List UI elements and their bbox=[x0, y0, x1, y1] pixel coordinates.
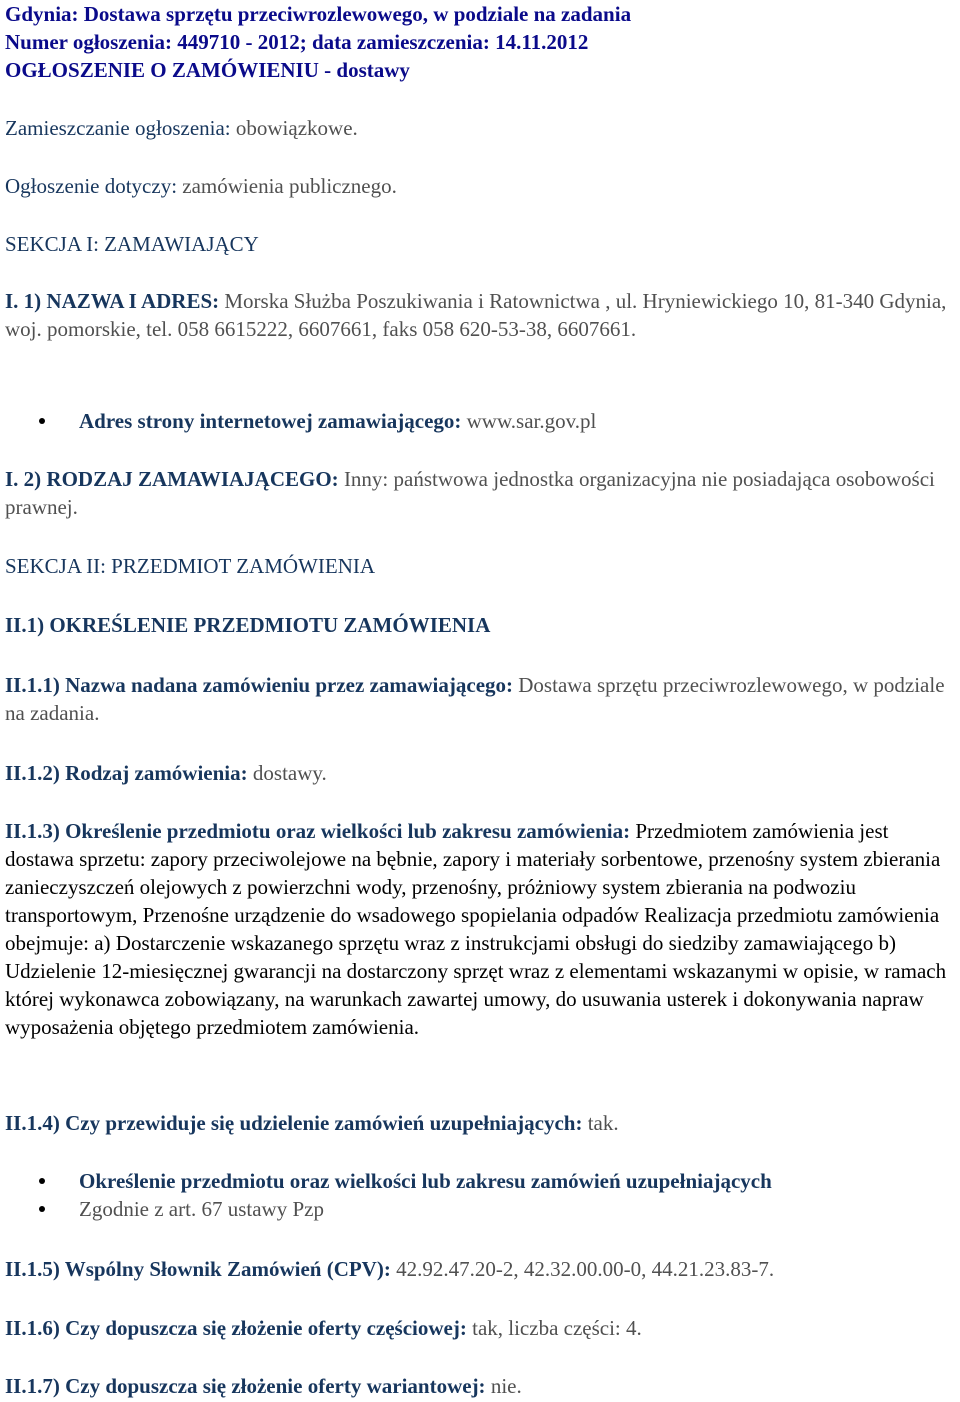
supplementary-orders bbox=[5, 1109, 955, 1137]
bullet-icon bbox=[39, 1206, 45, 1212]
placement-value: obowiązkowe. bbox=[230, 116, 358, 140]
placement-label: Zamieszczanie ogłoszenia: bbox=[5, 116, 231, 140]
notice-title-line: Gdynia: Dostawa sprzętu przeciwrozlewowego, w podziale na zadania bbox=[5, 2, 632, 26]
bullet-icon bbox=[39, 1178, 45, 1184]
website-label: Adres strony internetowej zamawiającego: bbox=[79, 409, 462, 433]
name-address-label: I. 1) NAZWA I ADRES: bbox=[5, 289, 220, 313]
order-scope-value: Przedmiotem zamówienia jest dostawa sprzetu: zapory przeciwolejowe na bębnie, zapory i materiały sorbentowe, przenośny system zbierania zanieczyszczeń olejowych z powierzchni wody, przenośny, próżniowy system zbierania na podwoziu transportowym, Przenośne urządzenie do wsadowego spopielania odpadów Realizacja przedmiotu zamówienia obejmuje: a) Dostarczenie wskazanego sprzętu wraz z instrukcjami obsługi do siedziby zamawiającego b) Udzielenie 12-miesięcznej gwarancji na dostarczony sprzęt wraz z elementami wskazanymi w opisie, w ramach której wykonawca zobowiązany, na warunkach zawartej umowy, do usuwania usterek i dokonywania napraw wyposażenia objętego przedmiotem zamówienia. bbox=[5, 819, 947, 1039]
cpv-label: II.1.5) Wspólny Słownik Zamówień (CPV): bbox=[5, 1257, 391, 1281]
variant-offer-value: nie. bbox=[485, 1374, 522, 1398]
order-scope-label: II.1.3) Określenie przedmiotu oraz wielkości lub zakresu zamówienia: bbox=[5, 819, 631, 843]
website-value: www.sar.gov.pl bbox=[461, 409, 597, 433]
notice-type-line: OGŁOSZENIE O ZAMÓWIENIU - dostawy bbox=[5, 58, 410, 82]
concerns-label: Ogłoszenie dotyczy: bbox=[5, 174, 178, 198]
bullet-icon bbox=[39, 418, 45, 424]
placement-field bbox=[5, 114, 955, 142]
partial-offer bbox=[5, 1314, 955, 1342]
order-name bbox=[5, 671, 955, 727]
website-list bbox=[5, 407, 955, 435]
concerns-value: zamówienia publicznego. bbox=[177, 174, 397, 198]
name-address-value: Morska Służba Poszukiwania i Ratownictwa , ul. Hryniewickiego 10, 81-340 Gdynia, woj. pomorskie, tel. 058 6615222, 6607661, faks 058 620-53-38, 6607661. bbox=[5, 289, 947, 341]
supplementary-orders-value: tak. bbox=[582, 1111, 619, 1135]
order-name-value: Dostawa sprzętu przeciwrozlewowego, w podziale na zadania. bbox=[5, 673, 945, 725]
contracting-authority-name bbox=[5, 287, 955, 343]
variant-offer-label: II.1.7) Czy dopuszcza się złożenie oferty wariantowej: bbox=[5, 1374, 486, 1398]
order-type-value: dostawy. bbox=[247, 761, 327, 785]
order-type-label: II.1.2) Rodzaj zamówienia: bbox=[5, 761, 248, 785]
notice-number-line: Numer ogłoszenia: 449710 - 2012; data zamieszczenia: 14.11.2012 bbox=[5, 30, 589, 54]
partial-offer-value: tak, liczba części: 4. bbox=[466, 1316, 642, 1340]
cpv-value: 42.92.47.20-2, 42.32.00.00-0, 44.21.23.83-7. bbox=[390, 1257, 775, 1281]
concerns-field bbox=[5, 172, 955, 200]
partial-offer-label: II.1.6) Czy dopuszcza się złożenie oferty częściowej: bbox=[5, 1316, 467, 1340]
authority-type-label: I. 2) RODZAJ ZAMAWIAJĄCEGO: bbox=[5, 467, 339, 491]
cpv-codes bbox=[5, 1255, 955, 1283]
supplementary-heading-item bbox=[5, 1167, 955, 1195]
authority-type bbox=[5, 465, 955, 521]
variant-offer bbox=[5, 1372, 955, 1400]
supplementary-heading: Określenie przedmiotu oraz wielkości lub zakresu zamówień uzupełniających bbox=[79, 1169, 772, 1193]
order-name-label: II.1.1) Nazwa nadana zamówieniu przez zamawiającego: bbox=[5, 673, 514, 697]
supplementary-value-item bbox=[5, 1195, 955, 1223]
supplementary-list bbox=[5, 1167, 955, 1223]
website-item bbox=[5, 407, 955, 435]
order-type bbox=[5, 759, 955, 787]
section-2-subtitle: II.1) OKREŚLENIE PRZEDMIOTU ZAMÓWIENIA bbox=[5, 613, 491, 637]
supplementary-value: Zgodnie z art. 67 ustawy Pzp bbox=[79, 1197, 324, 1221]
order-scope bbox=[5, 817, 955, 1041]
section-2-title: SEKCJA II: PRZEDMIOT ZAMÓWIENIA bbox=[5, 554, 376, 578]
section-1-title: SEKCJA I: ZAMAWIAJĄCY bbox=[5, 232, 259, 256]
authority-type-value: Inny: państwowa jednostka organizacyjna nie posiadająca osobowości prawnej. bbox=[5, 467, 935, 519]
supplementary-orders-label: II.1.4) Czy przewiduje się udzielenie zamówień uzupełniających: bbox=[5, 1111, 583, 1135]
